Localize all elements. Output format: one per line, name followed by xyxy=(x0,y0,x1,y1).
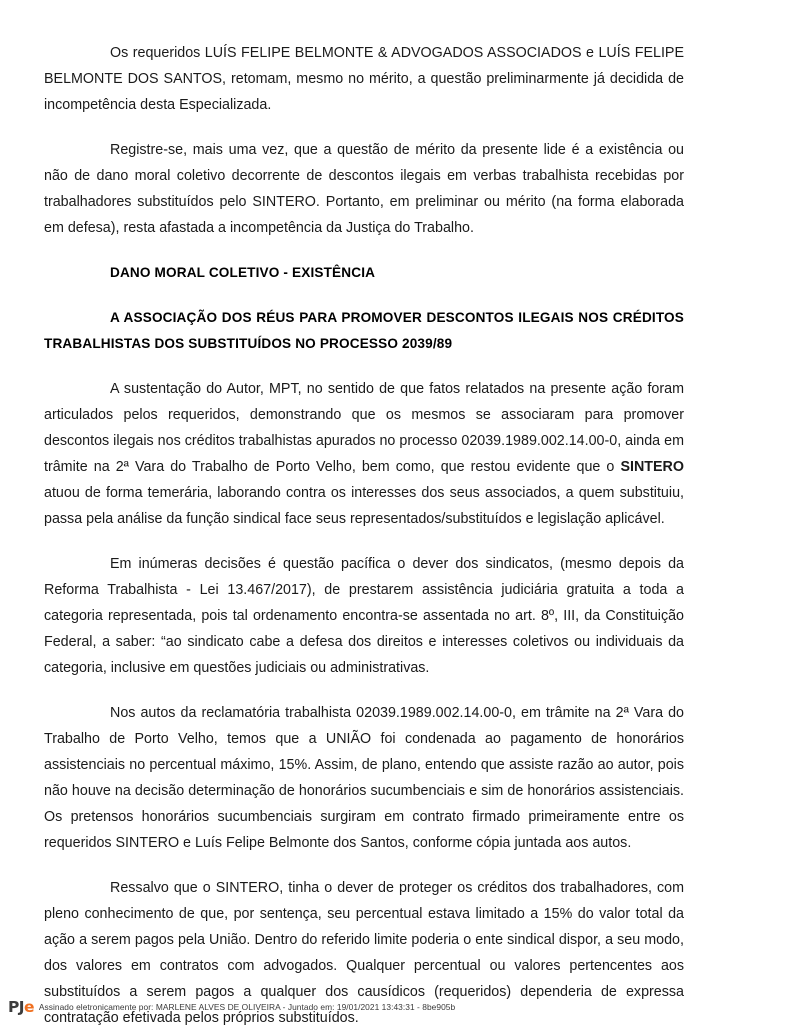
pje-logo-e: e xyxy=(23,997,34,1016)
paragraph-segment-bold-sintero: SINTERO xyxy=(620,459,684,475)
paragraph-segment-text: A sustentação do Autor, MPT, no sentido de que fatos relatados na presente ação foram articulados pelos requeridos, demonstrando que os mesmos se associaram para promover descontos ilegais nos créditos trabalhistas apurados no processo 02039.1989.002.14.00-0, ainda em trâmite na 2ª Vara do Trabalho de Porto Velho, bem como, que restou evidente que o xyxy=(44,381,684,475)
electronic-signature-text: Assinado eletronicamente por: MARLENE ALVES DE OLIVEIRA - Juntado em: 19/01/2021 13:43:31 - 8be905b xyxy=(38,1001,456,1012)
document-body xyxy=(44,40,684,1031)
pje-logo-pj: PJ xyxy=(8,997,24,1016)
pje-logo-icon xyxy=(8,997,34,1016)
heading-dano-moral-coletivo: DANO MORAL COLETIVO - EXISTÊNCIA xyxy=(110,265,376,280)
paragraph-nos-autos: Nos autos da reclamatória trabalhista 02039.1989.002.14.00-0, em trâmite na 2ª Vara do Trabalho de Porto Velho, temos que a UNIÃO foi condenada ao pagamento de honorários assistenciais no percentual máximo, 15%. Assim, de plano, entendo que assiste razão ao autor, pois não houve na decisão determinação de honorários sucumbenciais e sim de honorários assistenciais. Os pretensos honorários sucumbenciais surgiram em contrato firmado primeiramente entre os requeridos SINTERO e Luís Felipe Belmonte dos Santos, conforme cópia juntada aos autos. xyxy=(44,705,684,851)
paragraph-ressalvo: Ressalvo que o SINTERO, tinha o dever de proteger os créditos dos trabalhadores, com pleno conhecimento de que, por sentença, seu percentual estava limitado a 15% do valor total da ação a serem pagos pela União. Dentro do referido limite poderia o ente sindical dispor, a seu modo, dos valores em contratos com advogados. Qualquer percentual ou valores pertencentes aos substituídos a serem pagos a qualquer dos causídicos (requeridos) dependeria de expressa contratação efetivada pelos próprios substituídos. xyxy=(44,880,684,1026)
paragraph-registre-se: Registre-se, mais uma vez, que a questão de mérito da presente lide é a existência ou não de dano moral coletivo decorrente de descontos ilegais em verbas trabalhista recebidas por trabalhadores substituídos pelo SINTERO. Portanto, em preliminar ou mérito (na forma elaborada em defesa), resta afastada a incompetência da Justiça do Trabalho. xyxy=(44,142,684,236)
paragraph-requeridos: Os requeridos LUÍS FELIPE BELMONTE & ADVOGADOS ASSOCIADOS e LUÍS FELIPE BELMONTE DOS SANTOS, retomam, mesmo no mérito, a questão preliminarmente já decidida de incompetência desta Especializada. xyxy=(44,45,684,113)
heading-associacao-dos-reus: A ASSOCIAÇÃO DOS RÉUS PARA PROMOVER DESCONTOS ILEGAIS NOS CRÉDITOS TRABALHISTAS DOS SUBSTITUÍDOS NO PROCESSO 2039/89 xyxy=(44,310,684,351)
document-footer xyxy=(8,997,456,1016)
paragraph-inumeras-decisoes: Em inúmeras decisões é questão pacífica o dever dos sindicatos, (mesmo depois da Reforma Trabalhista - Lei 13.467/2017), de prestarem assistência judiciária gratuita a toda a categoria representada, pois tal ordenamento encontra-se assentada no art. 8º, III, da Constituição Federal, a saber: “ao sindicato cabe a defesa dos direitos e interesses coletivos ou individuais da categoria, inclusive em questões judiciais ou administrativas. xyxy=(44,556,684,676)
paragraph-sustentacao-autor xyxy=(44,376,684,532)
paragraph-segment-text-2: atuou de forma temerária, laborando contra os interesses dos seus associados, a quem substituiu, passa pela análise da função sindical face seus representados/substituídos e legislação aplicável. xyxy=(44,485,684,527)
